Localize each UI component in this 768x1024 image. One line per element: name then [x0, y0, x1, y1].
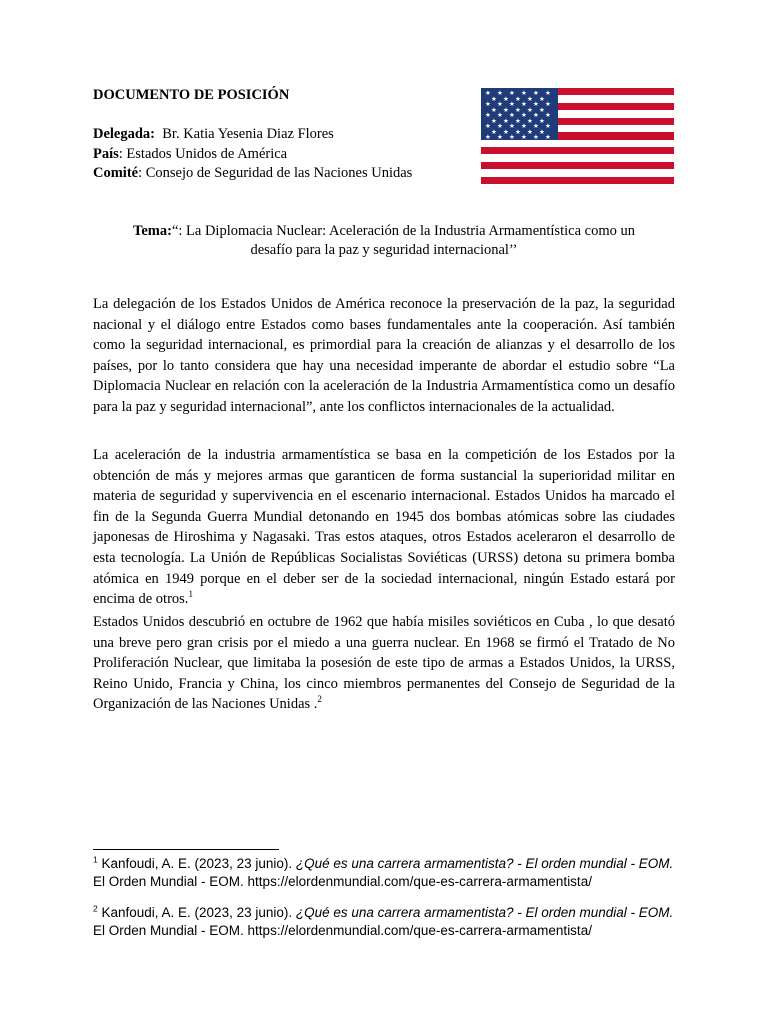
- flag-star-icon: ★: [503, 127, 509, 136]
- flag-star-icon: ★: [485, 133, 491, 141]
- flag-star-icon: ★: [503, 105, 509, 114]
- footnote-separator: [93, 849, 279, 850]
- footnote-2-rest[interactable]: El Orden Mundial - EOM. https://elordenmundial.com/que-es-carrera-armamentista/: [93, 922, 592, 938]
- flag-star-icon: ★: [521, 122, 527, 130]
- flag-star-icon: ★: [545, 133, 551, 141]
- flag-star-icon: ★: [515, 94, 521, 103]
- delegate-line: [93, 125, 334, 144]
- flag-star-icon: ★: [515, 116, 521, 125]
- topic-line-1: “: La Diplomacia Nuclear: Aceleración de la Industria Armamentística como un: [171, 223, 635, 239]
- country-line: [93, 145, 287, 164]
- footnote-1-title: ¿Qué es una carrera armamentista? - El orden mundial - EOM.: [295, 856, 674, 871]
- flag-star-icon: ★: [485, 122, 491, 130]
- flag-star-icon: ★: [491, 105, 497, 114]
- flag-star-icon: ★: [521, 111, 527, 119]
- flag-star-icon: ★: [545, 111, 551, 119]
- topic-line-2: desafío para la paz y seguridad internacional’’: [250, 242, 518, 258]
- paragraph-2-text: La aceleración de la industria armamentística se basa en la competición de los Estados por la obtención de más y mejores armas que garanticen de forma sustancial la superioridad militar en materia de seguridad y supervivencia en el escenario internacional. Estados Unidos ha marcado el fin de la Segunda Guerra Mundial detonando en 1945 dos bombas atómicas sobre las ciudades japonesas de Hiroshima y Nagasaki. Tras estos ataques, otros Estados aceleraron el desarrollo de esta tecnología. La Unión de Repúblicas Socialistas Soviéticas (URSS) detona su primera bomba atómica en 1949 porque en el deber ser de la sociedad internacional, ningún Estado estará por encima de otros.: [93, 447, 675, 608]
- flag-star-icon: ★: [497, 133, 503, 141]
- document-title: DOCUMENTO DE POSICIÓN: [93, 87, 290, 103]
- flag-star-icon: ★: [521, 133, 527, 141]
- flag-star-icon: ★: [533, 122, 539, 130]
- footnote-1-author: Kanfoudi, A. E. (2023, 23 junio).: [97, 856, 296, 871]
- flag-star-icon: ★: [497, 100, 503, 108]
- flag-star-icon: ★: [539, 116, 545, 125]
- flag-star-icon: ★: [491, 116, 497, 125]
- footnote-1-number: 1: [93, 854, 98, 865]
- flag-star-icon: ★: [515, 127, 521, 136]
- flag-star-icon: ★: [509, 100, 515, 108]
- flag-star-icon: ★: [497, 111, 503, 119]
- topic-heading: [93, 222, 675, 260]
- flag-star-icon: ★: [491, 94, 497, 103]
- paragraph-3-text: Estados Unidos descubrió en octubre de 1962 que había misiles soviéticos en Cuba , lo que desató una breve pero gran crisis por el miedo a una guerra nuclear. En 1968 se firmó el Tratado de No Proliferación Nuclear, que limitaba la posesión de este tipo de armas a Estados Unidos, la URSS, Reino Unido, Francia y China, los cinco miembros permanentes del Consejo de Seguridad de la Organización de las Naciones Unidas .: [93, 614, 675, 713]
- flag-star-icon: ★: [509, 111, 515, 119]
- flag-star-icon: ★: [485, 89, 491, 97]
- flag-star-icon: ★: [515, 105, 521, 114]
- flag-star-icon: ★: [533, 89, 539, 97]
- flag-star-icon: ★: [509, 133, 515, 141]
- flag-star-icon: ★: [527, 94, 533, 103]
- flag-star-icon: ★: [491, 127, 497, 136]
- flag-star-icon: ★: [503, 94, 509, 103]
- flag-star-icon: ★: [545, 100, 551, 108]
- flag-star-icon: ★: [509, 89, 515, 97]
- flag-star-icon: ★: [485, 111, 491, 119]
- flag-star-icon: ★: [521, 89, 527, 97]
- us-flag-image: [481, 88, 674, 184]
- committee-value: : Consejo de Seguridad de las Naciones Unidas: [138, 165, 413, 181]
- delegate-label: Delegada:: [93, 126, 156, 142]
- flag-star-icon: ★: [497, 122, 503, 130]
- footnote-1-rest[interactable]: El Orden Mundial - EOM. https://elordenmundial.com/que-es-carrera-armamentista/: [93, 873, 592, 889]
- flag-star-icon: ★: [497, 89, 503, 97]
- footnote-2-number: 2: [93, 903, 98, 914]
- flag-star-icon: ★: [539, 105, 545, 114]
- footnote-1: [93, 855, 675, 890]
- flag-star-icon: ★: [503, 116, 509, 125]
- paragraph-3: [93, 612, 675, 715]
- country-label: País: [93, 146, 119, 162]
- footnote-ref-2[interactable]: 2: [317, 694, 322, 705]
- flag-star-icon: ★: [527, 116, 533, 125]
- flag-star-icon: ★: [521, 100, 527, 108]
- paragraph-1-text: La delegación de los Estados Unidos de América reconoce la preservación de la paz, la seguridad nacional y el diálogo entre Estados como bases fundamentales ante la cooperación. Así también como la seguridad internacional, es primordial para la creación de alianzas y el desarrollo de los países, por lo tanto considera que hay una necesidad imperante de abordar el estudio sobre “La Diplomacia Nuclear en relación con la aceleración de la Industria Armamentística como un desafío para la paz y seguridad internacional”, ante los conflictos internacionales de la actualidad.: [93, 296, 675, 415]
- topic-label: Tema:: [133, 223, 172, 239]
- footnote-2-author: Kanfoudi, A. E. (2023, 23 junio).: [97, 905, 296, 920]
- footnote-2: [93, 904, 675, 939]
- flag-star-icon: ★: [533, 111, 539, 119]
- committee-line: [93, 164, 412, 183]
- flag-canton: [481, 88, 558, 140]
- flag-star-icon: ★: [485, 100, 491, 108]
- flag-star-icon: ★: [527, 105, 533, 114]
- flag-stripe: [481, 177, 674, 185]
- delegate-value: Br. Katia Yesenia Diaz Flores: [162, 126, 334, 142]
- flag-star-icon: ★: [533, 133, 539, 141]
- footnote-ref-1[interactable]: 1: [188, 589, 193, 600]
- flag-star-icon: ★: [539, 127, 545, 136]
- country-value: : Estados Unidos de América: [118, 146, 288, 162]
- flag-star-icon: ★: [533, 100, 539, 108]
- flag-star-icon: ★: [539, 94, 545, 103]
- footnote-2-title: ¿Qué es una carrera armamentista? - El orden mundial - EOM.: [295, 905, 674, 920]
- committee-label: Comité: [93, 165, 139, 181]
- flag-star-icon: ★: [545, 122, 551, 130]
- flag-star-icon: ★: [509, 122, 515, 130]
- flag-star-icon: ★: [545, 89, 551, 97]
- paragraph-2: [93, 445, 675, 610]
- flag-star-icon: ★: [527, 127, 533, 136]
- paragraph-1: [93, 294, 675, 418]
